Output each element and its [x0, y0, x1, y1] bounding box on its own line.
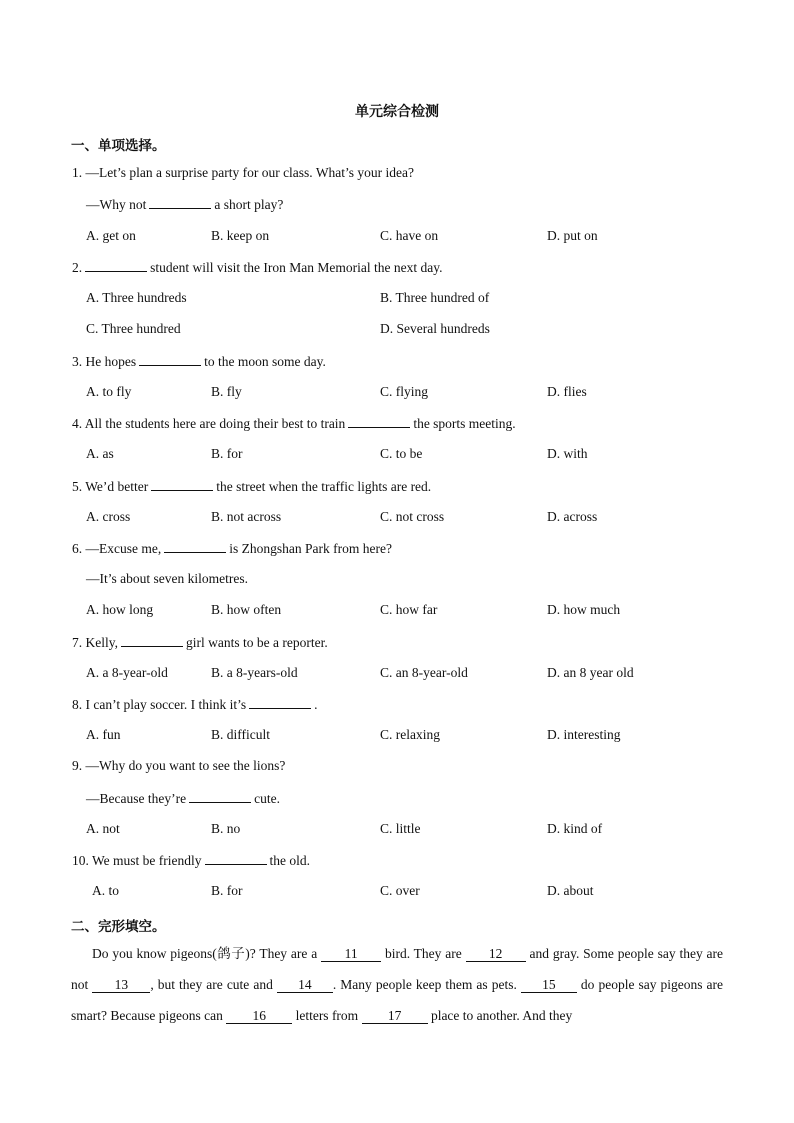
answer-blank	[121, 634, 183, 647]
option: D. put on	[547, 228, 598, 243]
option: B. for	[211, 446, 243, 461]
question-1: 1. —Let’s plan a surprise party for our class. What’s your idea?	[72, 165, 415, 180]
answer-blank	[189, 790, 251, 803]
answer-blank	[149, 196, 211, 209]
option: C. Three hundred	[86, 321, 181, 336]
question-5: 5. We’d better the street when the traffic lights are red.	[72, 479, 432, 494]
question-1-reply: —Why not a short play?	[86, 197, 284, 212]
option: C. have on	[380, 228, 439, 243]
answer-blank	[85, 259, 147, 272]
question-8: 8. I can’t play soccer. I think it’s .	[72, 697, 318, 712]
option: A. as	[86, 446, 114, 461]
cloze-blank-16: 16	[226, 1009, 292, 1024]
option: A. Three hundreds	[86, 290, 187, 305]
option: C. flying	[380, 384, 429, 399]
option: D. interesting	[547, 727, 621, 742]
question-6: 6. —Excuse me, is Zhongshan Park from here?	[72, 541, 392, 556]
option: B. fly	[211, 384, 242, 399]
option: A. not	[86, 821, 120, 836]
option: D. Several hundreds	[380, 321, 490, 336]
option: B. keep on	[211, 228, 270, 243]
option: D. across	[547, 509, 598, 524]
answer-blank	[249, 696, 311, 709]
question-2: 2. student will visit the Iron Man Memorial the next day.	[72, 260, 443, 275]
option: C. little	[380, 821, 421, 836]
option: D. an 8 year old	[547, 665, 634, 680]
option: C. to be	[380, 446, 423, 461]
option: C. an 8-year-old	[380, 665, 468, 680]
option: B. no	[211, 821, 241, 836]
page-title: 单元综合检测	[355, 104, 439, 120]
question-7: 7. Kelly, girl wants to be a reporter.	[72, 635, 328, 650]
cloze-blank-17: 17	[362, 1009, 428, 1024]
option: A. to	[92, 883, 119, 898]
option: D. with	[547, 446, 588, 461]
cloze-blank-15: 15	[521, 978, 577, 993]
cloze-blank-12: 12	[466, 947, 526, 962]
question-9-reply: —Because they’re cute.	[86, 791, 280, 806]
option: B. difficult	[211, 727, 270, 742]
option: A. to fly	[86, 384, 132, 399]
answer-blank	[205, 852, 267, 865]
question-9: 9. —Why do you want to see the lions?	[72, 758, 286, 773]
answer-blank	[139, 353, 201, 366]
question-3: 3. He hopes to the moon some day.	[72, 354, 326, 369]
option: C. relaxing	[380, 727, 440, 742]
cloze-passage: Do you know pigeons(鸽子)? They are a 11 bird. They are 12 and gray. Some people say they are not 13 , but they are cute and 14 . Many people keep them as pets. 15 do people say pigeons are smart? Because pigeons can 16 letters from 17 place to another. And they	[71, 946, 724, 1023]
option: B. how often	[211, 602, 282, 617]
option: A. fun	[86, 727, 121, 742]
option: A. a 8-year-old	[86, 665, 168, 680]
question-10: 10. We must be friendly the old.	[72, 853, 311, 868]
answer-blank	[151, 478, 213, 491]
question-6-reply: —It’s about seven kilometres.	[86, 571, 248, 586]
section-heading-multiple-choice: 一、单项选择。	[71, 138, 166, 154]
cloze-blank-13: 13	[92, 978, 150, 993]
option: A. get on	[86, 228, 136, 243]
option: C. not cross	[380, 509, 445, 524]
option: C. over	[380, 883, 420, 898]
answer-blank	[348, 415, 410, 428]
option: D. flies	[547, 384, 587, 399]
option: B. not across	[211, 509, 282, 524]
option: B. a 8-years-old	[211, 665, 298, 680]
option: C. how far	[380, 602, 438, 617]
option: A. how long	[86, 602, 154, 617]
option: B. for	[211, 883, 243, 898]
option: D. how much	[547, 602, 621, 617]
option: A. cross	[86, 509, 131, 524]
question-4: 4. All the students here are doing their best to train the sports meeting.	[72, 416, 516, 431]
cloze-blank-14: 14	[277, 978, 333, 993]
cloze-blank-11: 11	[321, 947, 381, 962]
answer-blank	[164, 540, 226, 553]
section-heading-cloze: 二、完形填空。	[71, 919, 166, 935]
option: D. kind of	[547, 821, 603, 836]
option: D. about	[547, 883, 594, 898]
option: B. Three hundred of	[380, 290, 490, 305]
